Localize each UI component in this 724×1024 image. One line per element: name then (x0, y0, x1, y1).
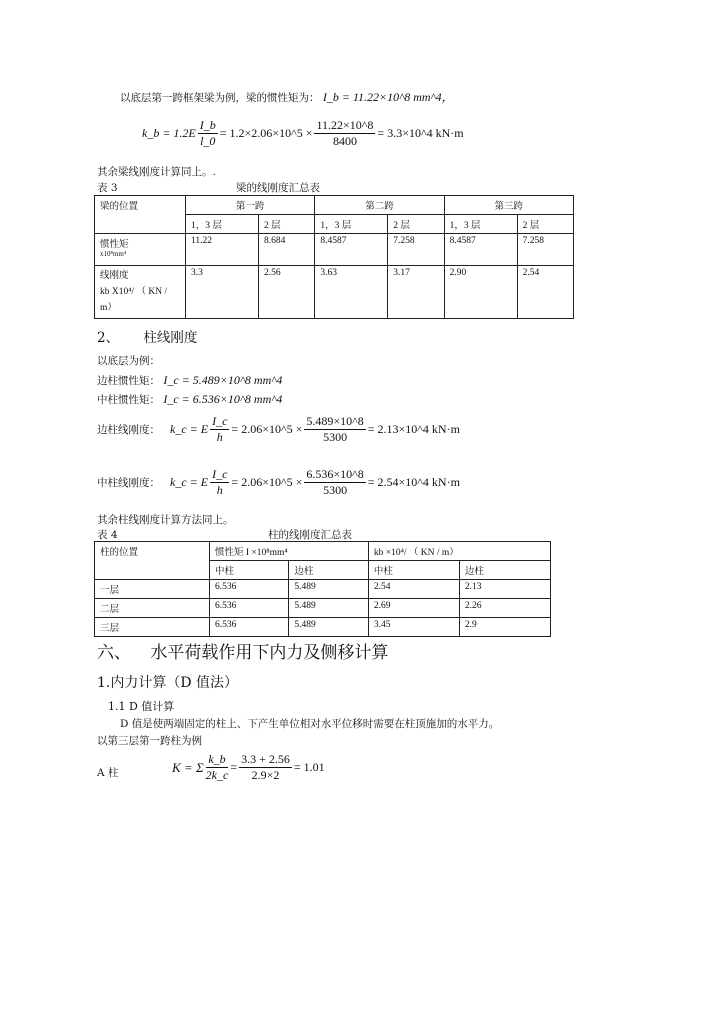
table-header: 2 层 (388, 215, 444, 234)
beam-intro-text: 以底层第一跨框架梁为例，梁的惯性矩为： (120, 92, 320, 104)
row-unit: kb X10⁴/ （ KN / m） (100, 287, 168, 313)
fraction-denominator: h (216, 483, 223, 497)
table-cell: 2.69 (368, 599, 459, 618)
fraction-denominator: 5300 (323, 483, 348, 497)
formula-rhs: = 3.3×10^4 kN·m (377, 126, 464, 140)
table-row (95, 618, 551, 637)
row-label-text: 惯性矩 (100, 240, 129, 250)
table-header: 惯性矩 I ×10⁸mm⁴ (210, 542, 369, 561)
section-heading (97, 326, 197, 346)
table-cell: 6.536 (210, 580, 289, 599)
fraction-denominator: l_0 (200, 134, 216, 148)
mid-inertia-formula: I_c = 6.536×10^8 mm^4 (163, 392, 283, 406)
column-stiffness-table (94, 541, 551, 637)
table-cell: 3.45 (368, 618, 459, 637)
table-header: 柱的位置 (95, 542, 210, 580)
table-cell: 5.489 (289, 599, 368, 618)
table-cell: 3.63 (315, 266, 388, 319)
chapter-heading (97, 638, 388, 663)
fraction (304, 467, 365, 498)
row-label-text: 线刚度 (100, 271, 129, 281)
fraction (210, 467, 229, 498)
formula-mid: = 2.06×10^5 × (231, 475, 303, 489)
table-cell: 5.489 (289, 580, 368, 599)
table-header: 边柱 (459, 561, 550, 580)
formula-lhs: k_c = E (170, 475, 209, 489)
table-header: 边柱 (289, 561, 368, 580)
d-value-description: D 值是使两端固定的柱上、下产生单位相对水平位移时需要在柱顶施加的水平力。 (120, 718, 500, 730)
formula-lhs: k_b = 1.2E (142, 126, 196, 140)
table-cell: 11.22 (186, 234, 259, 266)
mid-stiffness-formula (97, 467, 460, 498)
table-cell: 7.258 (388, 234, 444, 266)
column-note: 其余柱线刚度计算方法同上。 (97, 514, 234, 526)
fraction-numerator: I_c (212, 467, 228, 481)
table-cell: 2.26 (459, 599, 550, 618)
formula-lhs: k_c = E (170, 422, 209, 436)
table-cell: 2.90 (444, 266, 517, 319)
fraction-denominator: 2.9×2 (251, 768, 280, 782)
table-header: 梁的位置 (95, 196, 186, 234)
table-header: 第二跨 (315, 196, 444, 215)
chapter-title: 水平荷载作用下内力及侧移计算 (150, 643, 389, 663)
example-text: 以底层为例： (97, 355, 160, 367)
table4-title: 柱的线刚度汇总表 (268, 529, 352, 541)
table-header: 1，3 层 (186, 215, 259, 234)
table-row (95, 234, 574, 266)
fraction-numerator: 11.22×10^8 (316, 118, 374, 132)
table-header: 中柱 (368, 561, 459, 580)
edge-inertia-formula: I_c = 5.489×10^8 mm^4 (163, 373, 283, 387)
table-cell: 2.54 (368, 580, 459, 599)
table-cell: 8.4587 (444, 234, 517, 266)
fraction (198, 118, 218, 149)
subsubsection-heading: 1.1 D 值计算 (108, 700, 175, 713)
table-cell: 2.54 (517, 266, 573, 319)
fraction (206, 752, 229, 783)
row-label: 一层 (95, 580, 210, 599)
fraction (314, 118, 375, 149)
table-cell: 5.489 (289, 618, 368, 637)
fraction-denominator: 2k_c (205, 768, 229, 782)
formula-rhs: = 1.01 (293, 760, 325, 774)
table-header: 2 层 (258, 215, 314, 234)
table-cell: 6.536 (210, 618, 289, 637)
table-row (95, 599, 551, 618)
row-label (95, 234, 186, 266)
table3-label: 表 3 (97, 182, 118, 194)
table-header: 第三跨 (444, 196, 573, 215)
table-header: 2 层 (517, 215, 573, 234)
formula-mid: = 2.06×10^5 × (231, 422, 303, 436)
fraction-denominator: h (216, 430, 223, 444)
fraction-numerator: k_b (206, 752, 229, 768)
table3-title: 梁的线刚度汇总表 (236, 182, 320, 194)
formula-rhs: = 2.13×10^4 kN·m (367, 422, 460, 436)
edge-inertia (97, 373, 282, 388)
fraction (239, 752, 292, 783)
table-cell: 2.56 (258, 266, 314, 319)
table-header: kb ×10⁴/ （ KN / m） (368, 542, 550, 561)
table-cell: 2.9 (459, 618, 550, 637)
beam-stiffness-table (94, 195, 574, 319)
table-row (95, 266, 574, 319)
mid-inertia-label: 中柱惯性矩： (97, 394, 160, 406)
column-a-formula: K = Σ $\frac{k\_b}{2k\_c}$ = $\frac{3.3 + 2.56}{2.9\times 2}$ = 1.01 (172, 752, 325, 782)
fraction (210, 414, 229, 445)
row-label: 二层 (95, 599, 210, 618)
mid-stiffness-label: 中柱线刚度： (97, 477, 160, 489)
fraction-numerator: I_c (212, 414, 228, 428)
fraction-numerator: 3.3 + 2.56 (241, 752, 290, 766)
table4-label: 表 4 (97, 529, 118, 541)
edge-stiffness-formula (97, 414, 460, 445)
table-cell: 2.13 (459, 580, 550, 599)
table-header: 1，3 层 (315, 215, 388, 234)
column-a-label: A 柱 (97, 767, 119, 779)
fraction-denominator: 8400 (332, 134, 357, 148)
table-cell: 6.536 (210, 599, 289, 618)
formula-mid: = 1.2×2.06×10^5 × (219, 126, 313, 140)
table-cell: 3.17 (388, 266, 444, 319)
section-number: 2、 (97, 330, 120, 346)
formula-lhs: K = Σ (172, 759, 204, 775)
beam-intro (120, 88, 454, 105)
table-cell: 8.684 (258, 234, 314, 266)
fraction (304, 414, 365, 445)
row-label (95, 266, 186, 319)
chapter-number: 六、 (97, 643, 131, 663)
mid-inertia (97, 392, 282, 407)
beam-note: 其余梁线刚度计算同上。. (97, 166, 216, 178)
table-row (95, 580, 551, 599)
beam-stiffness-formula (142, 118, 464, 149)
table-header: 中柱 (210, 561, 289, 580)
fraction-numerator: 6.536×10^8 (306, 467, 364, 481)
edge-stiffness-label: 边柱线刚度： (97, 424, 160, 436)
subsection-heading: 1.内力计算（D 值法） (97, 675, 239, 691)
fraction-numerator: 5.489×10^8 (306, 414, 364, 428)
section-title: 柱线刚度 (143, 330, 198, 346)
formula-rhs: = 2.54×10^4 kN·m (367, 475, 460, 489)
edge-inertia-label: 边柱惯性矩： (97, 375, 160, 387)
row-label: 三层 (95, 618, 210, 637)
table-cell: 7.258 (517, 234, 573, 266)
table-header: 1，3 层 (444, 215, 517, 234)
table-cell: 3.3 (186, 266, 259, 319)
fraction-denominator: 5300 (323, 430, 348, 444)
example-column: 以第三层第一跨柱为例 (97, 735, 202, 747)
fraction-numerator: I_b (199, 118, 216, 132)
table-header: 第一跨 (186, 196, 315, 215)
beam-inertia-formula: I_b = 11.22×10^8 mm^4， (322, 90, 454, 104)
table-cell: 8.4587 (315, 234, 388, 266)
row-unit: x10⁸mm⁴ (100, 250, 127, 258)
